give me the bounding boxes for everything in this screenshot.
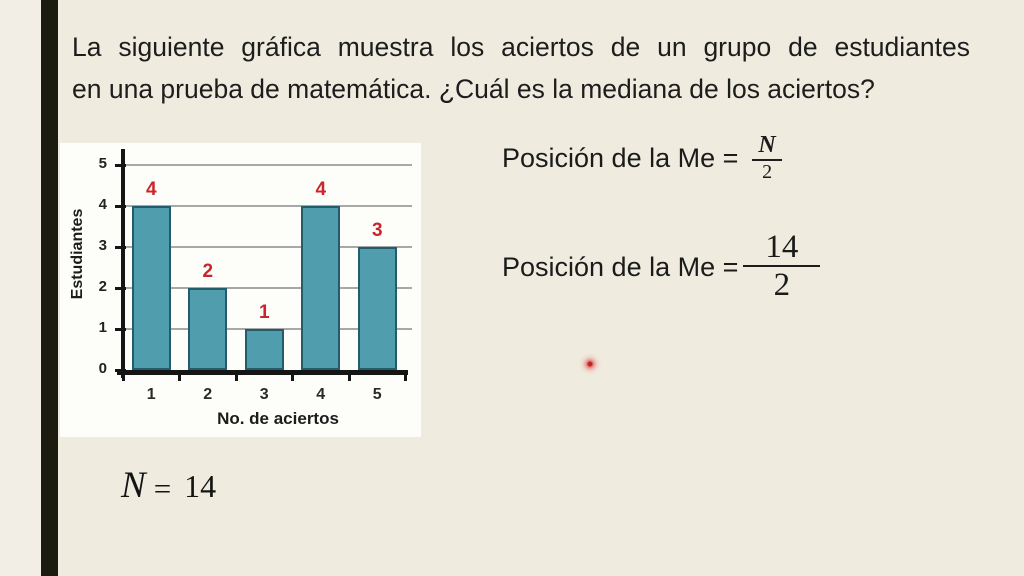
y-tick-label: 4 (98, 196, 107, 213)
bar-value-label: 4 (315, 179, 327, 200)
x-axis-title: No. de aciertos (217, 409, 339, 428)
fraction-14-over-2 (743, 230, 820, 304)
fraction-denominator: 2 (773, 267, 791, 303)
formula-lhs: Posición de la Me = (502, 251, 739, 282)
y-tick-label: 2 (98, 278, 107, 295)
y-tick-mark (115, 369, 126, 372)
fraction-numerator: N (758, 132, 776, 158)
bar-value-label: 4 (145, 179, 157, 200)
bar-chart-plot (60, 143, 421, 437)
fraction-numerator: 14 (765, 229, 799, 265)
n-value: 14 (184, 468, 217, 504)
bar (188, 288, 227, 370)
bar-value-label: 1 (258, 302, 270, 323)
equals-sign: = (153, 471, 172, 506)
x-tick-mark (348, 375, 351, 381)
bar-value-label: 3 (371, 220, 383, 241)
formula-lhs: Posición de la Me = (502, 142, 739, 173)
fraction-n-over-2 (752, 132, 781, 184)
x-tick-label: 1 (146, 386, 156, 403)
n-equals-14 (121, 464, 216, 507)
y-axis-line (121, 149, 125, 378)
fraction-denominator: 2 (762, 161, 773, 183)
x-tick-label: 3 (259, 386, 269, 403)
y-tick-label: 1 (98, 319, 107, 336)
bar-value-label: 2 (202, 261, 214, 282)
y-tick-mark (115, 205, 126, 208)
question-text-line2: en una prueba de matemática. ¿Cuál es la mediana de los aciertos? (72, 74, 875, 104)
slide-edge-bar (41, 0, 58, 576)
y-tick-label: 3 (98, 237, 107, 254)
x-tick-label: 4 (316, 386, 326, 403)
x-tick-label: 5 (372, 386, 382, 403)
y-tick-mark (115, 328, 126, 331)
y-tick-mark (115, 246, 126, 249)
bar (358, 247, 397, 370)
y-tick-label: 5 (98, 155, 107, 172)
y-tick-mark (115, 287, 126, 290)
x-tick-mark (178, 375, 181, 381)
y-tick-label: 0 (98, 360, 107, 377)
y-gridline (125, 164, 412, 166)
bar (132, 206, 171, 370)
x-axis-line (117, 370, 408, 375)
y-axis-title: Estudiantes (69, 208, 86, 300)
x-tick-mark (291, 375, 294, 381)
left-margin-strip (0, 0, 41, 576)
y-tick-mark (115, 164, 126, 167)
n-symbol: N (121, 465, 146, 506)
laser-pointer-dot (578, 352, 602, 376)
x-tick-mark (122, 375, 125, 381)
question-text-line1: La siguiente gráfica muestra los aciertos de un grupo de estudiantes (72, 32, 970, 62)
question-text (72, 26, 970, 110)
bar-chart (60, 143, 421, 437)
bar (245, 329, 284, 370)
x-tick-mark (404, 375, 407, 381)
formula-median-position-substituted (502, 230, 820, 304)
x-tick-label: 2 (203, 386, 213, 403)
bar (301, 206, 340, 370)
formula-median-position (502, 132, 782, 184)
x-tick-mark (235, 375, 238, 381)
